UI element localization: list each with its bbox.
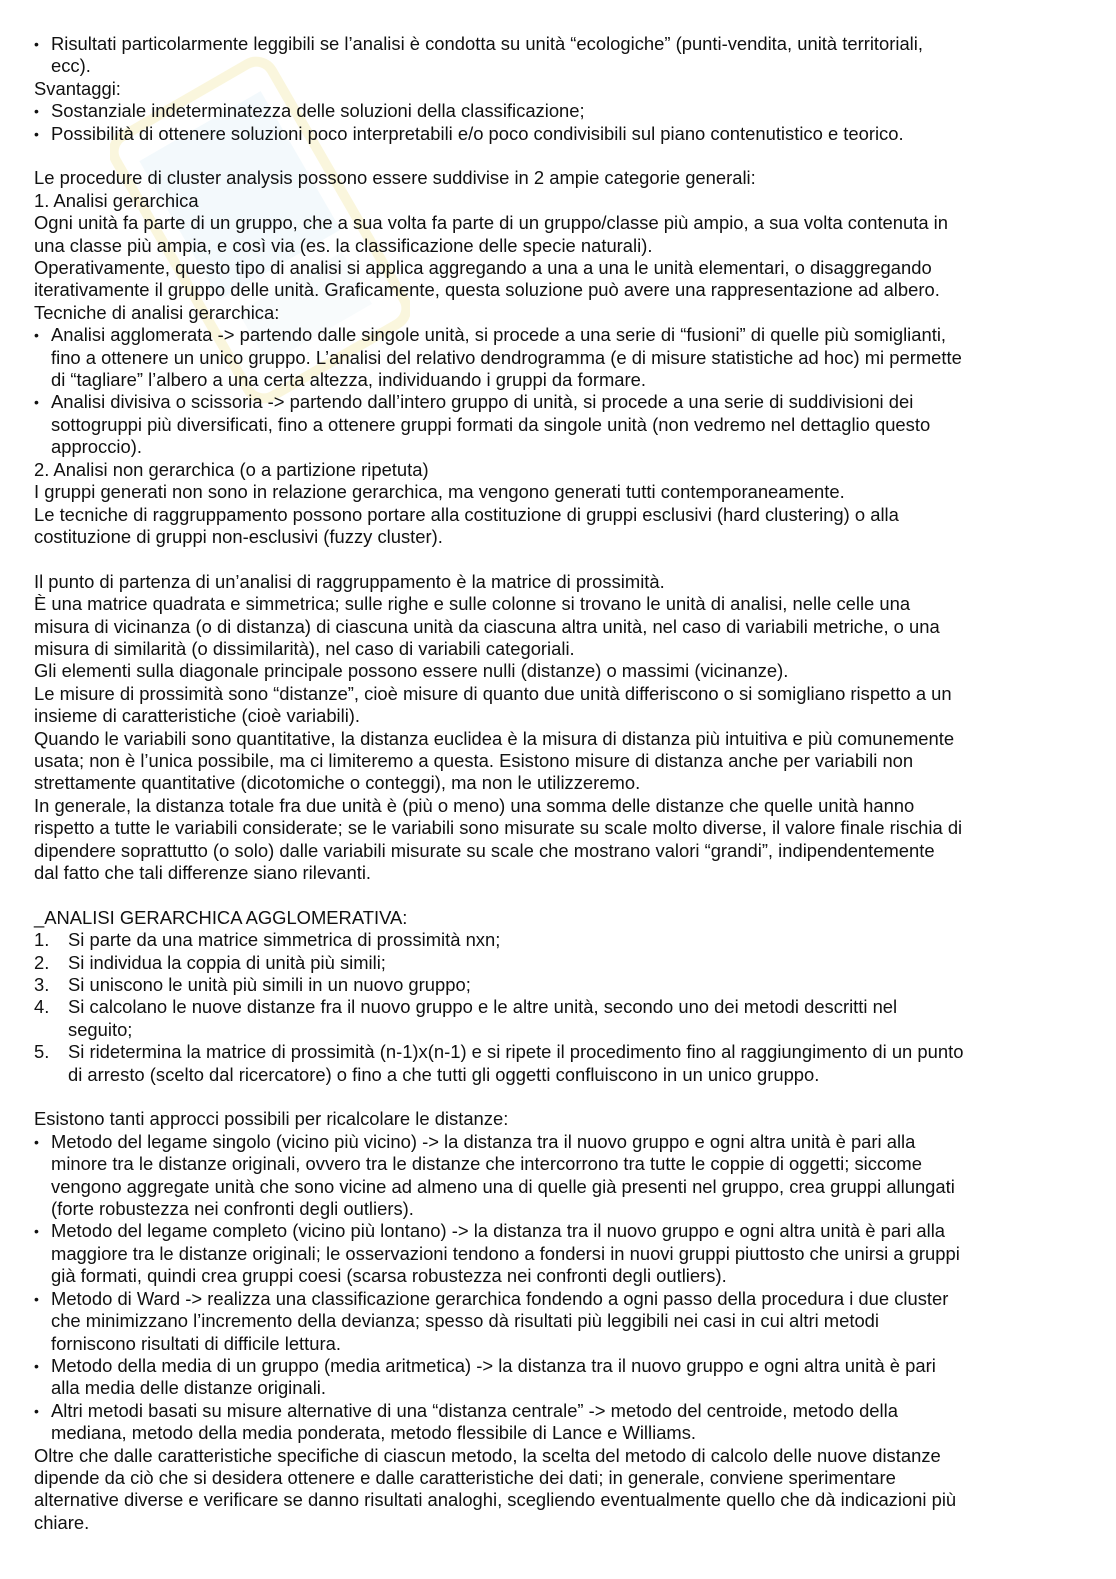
text-line: misura di similarità (o dissimilarità), nel caso di variabili categoriali. [34, 637, 575, 659]
paragraph-line: Le procedure di cluster analysis possono essere suddivise in 2 ampie categorie generali: [34, 167, 756, 189]
text-line: alla media delle distanze originali. [51, 1377, 326, 1399]
text-line: Il punto di partenza di un’analisi di raggruppamento è la matrice di prossimità. [34, 570, 665, 592]
item-number: 2. [34, 951, 50, 973]
text-line: • Risultati particolarmente leggibili se l’analisi è condotta su unità “ecologiche” (punti-vendita, unità territoriali, [51, 33, 923, 54]
list-item [34, 33, 1086, 78]
text-line: Ogni unità fa parte di un gruppo, che a sua volta fa parte di un gruppo/classe più ampio, a sua volta contenuta in [34, 212, 949, 234]
text-line: insieme di caratteristiche (cioè variabili). [34, 705, 361, 727]
paragraph [34, 481, 1086, 548]
paragraph-line: Esistono tanti approcci possibili per ricalcolare le distanze: [34, 1108, 509, 1130]
numbered-item [34, 1041, 1086, 1086]
text-line: strettamente quantitative (dicotomiche o conteggi), ma non le utilizzeremo. [34, 772, 641, 794]
item-number: 3. [34, 974, 50, 996]
paragraph [34, 212, 1086, 324]
section-label: Svantaggi: [34, 77, 121, 99]
text-line: • Metodo di Ward -> realizza una classificazione gerarchica fondendo a ogni passo della procedura i due cluster [51, 1287, 949, 1309]
text-line: Operativamente, questo tipo di analisi si applica aggregando a una a una le unità elementari, o disaggregando [34, 257, 932, 279]
numbered-item [34, 929, 1086, 951]
text-line: di “tagliare” l’albero a una certa altezza, individuando i gruppi da formare. [51, 369, 646, 391]
list-item [34, 1131, 1086, 1221]
list-item [34, 1288, 1086, 1355]
text-line: • Analisi agglomerata -> partendo dalle singole unità, si procede a una serie di “fusioni” di quelle più somiglianti, [51, 324, 947, 346]
list-item [34, 100, 1086, 122]
numbered-item [34, 974, 1086, 996]
text-line: iterativamente il gruppo delle unità. Graficamente, questa soluzione può avere una rappresentazione ad albero. [34, 279, 940, 301]
text-line: misura di vicinanza (o di distanza) di ciascuna unità da ciascuna altra unità, nel caso di variabili metriche, o una [34, 615, 940, 637]
list-item [34, 391, 1086, 458]
text-line: • Metodo del legame completo (vicino più lontano) -> la distanza tra il nuovo gruppo e ogni altra unità è pari alla [51, 1220, 946, 1242]
paragraph-spacer [34, 1086, 1086, 1108]
text-line: sottogruppi più diversificati, fino a ottenere gruppi formati da singole unità (non vedremo nel dettaglio questo [51, 413, 931, 435]
paragraph-spacer [34, 145, 1086, 167]
text-line: approccio). [51, 436, 142, 458]
numbered-item [34, 952, 1086, 974]
text-line: Oltre che dalle caratteristiche specifiche di ciascun metodo, la scelta del metodo di calcolo delle nuove distanze [34, 1444, 941, 1466]
paragraph [34, 571, 1086, 885]
text-line: usata; non è l’unica possibile, ma ci limiteremo a questa. Esistono misure di distanza anche per variabili non [34, 749, 914, 771]
list-item [34, 1355, 1086, 1400]
section-heading: 2. Analisi non gerarchica (o a partizione ripetuta) [34, 458, 429, 480]
text-line: fino a ottenere un unico gruppo. L’analisi del relativo dendrogramma (e di misure statistiche ad hoc) mi permette [51, 346, 962, 368]
text-line: È una matrice quadrata e simmetrica; sulle righe e sulle colonne si trovano le unità di analisi, nelle celle una [34, 593, 911, 615]
text-line: maggiore tra le distanze originali; le osservazioni tendono a fondersi in nuovi gruppi piuttosto che unirsi a gruppi [51, 1242, 960, 1264]
item-number: 5. [34, 1041, 50, 1063]
text-line: ecc). [51, 55, 91, 77]
text-line: costituzione di gruppi non-esclusivi (fuzzy cluster). [34, 525, 443, 547]
text-line: chiare. [34, 1511, 90, 1533]
text-line: alternative diverse e verificare se danno risultati analoghi, scegliendo eventualmente quello che dà indicazioni più [34, 1489, 957, 1511]
text-line: • Metodo della media di un gruppo (media aritmetica) -> la distanza tra il nuovo gruppo e ogni altra unità è pari [51, 1354, 936, 1376]
text-line: dipendere soprattutto (o solo) dalle variabili misurate su scale che mostrano valori “grandi”, indipendentemente [34, 839, 935, 861]
text-line: Si calcolano le nuove distanze fra il nuovo gruppo e le altre unità, secondo uno dei metodi descritti nel [68, 996, 898, 1018]
section-heading: _ANALISI GERARCHICA AGGLOMERATIVA: [34, 906, 408, 928]
text-line: una classe più ampia, e così via (es. la classificazione delle specie naturali). [34, 234, 653, 256]
list-item [34, 1400, 1086, 1445]
list-item [34, 123, 1086, 145]
text-line: (forte robustezza nei confronti degli outliers). [51, 1198, 414, 1220]
text-line: minore tra le distanze originali, ovvero tra le distanze che intercorrono tra tutte le coppie di oggetti; siccome [51, 1153, 922, 1175]
list-item [34, 1220, 1086, 1287]
text-line: dal fatto che tali differenze siano rilevanti. [34, 862, 372, 883]
text-line: In generale, la distanza totale fra due unità è (più o meno) una somma delle distanze che quelle unità hanno [34, 794, 915, 816]
text-line: Si parte da una matrice simmetrica di prossimità nxn; [68, 929, 501, 951]
document-body [34, 33, 1086, 1534]
text-line: Le tecniche di raggruppamento possono portare alla costituzione di gruppi esclusivi (hard clustering) o alla [34, 503, 899, 525]
text-line: seguito; [68, 1018, 133, 1040]
paragraph-spacer [34, 884, 1086, 906]
text-line: che minimizzano l’incremento della devianza; spesso dà risultati più leggibili nei casi in cui altri metodi [51, 1310, 879, 1332]
text-line: Le misure di prossimità sono “distanze”, cioè misure di quanto due unità differiscono o si somigliano rispetto a un [34, 682, 952, 704]
text-line: dipende da ciò che si desidera ottenere e dalle caratteristiche dei dati; in generale, conviene sperimentare [34, 1466, 896, 1488]
text-line: • Sostanziale indeterminatezza delle soluzioni della classificazione; [51, 100, 585, 122]
text-line: Si ridetermina la matrice di prossimità (n-1)x(n-1) e si ripete il procedimento fino al raggiungimento di un punto [68, 1041, 964, 1063]
text-line: • Altri metodi basati su misure alternative di una “distanza centrale” -> metodo del centroide, metodo della [51, 1399, 898, 1421]
text-line: I gruppi generati non sono in relazione gerarchica, ma vengono generati tutti contemporaneamente. [34, 481, 845, 503]
text-line: vengono aggregate unità che sono vicine ad almeno una di quelle già presenti nel gruppo, crea gruppi allungati [51, 1175, 955, 1197]
text-line: Si individua la coppia di unità più simili; [68, 951, 386, 973]
text-line: di arresto (scelto dal ricercatore) o fino a che tutti gli oggetti confluiscono in un unico gruppo. [68, 1063, 820, 1085]
text-line: Tecniche di analisi gerarchica: [34, 301, 280, 323]
text-line: Si uniscono le unità più simili in un nuovo gruppo; [68, 974, 471, 996]
text-line: rispetto a tutte le variabili considerate; se le variabili sono misurate su scale molto diverse, il valore finale rischia di [34, 817, 963, 839]
section-heading: 1. Analisi gerarchica [34, 189, 199, 211]
text-line: Gli elementi sulla diagonale principale possono essere nulli (distanze) o massimi (vicinanze). [34, 660, 789, 682]
text-line: forniscono risultati di difficile lettura. [51, 1332, 341, 1354]
list-item [34, 324, 1086, 391]
text-line: mediana, metodo della media ponderata, metodo flessibile di Lance e Williams. [51, 1422, 697, 1444]
numbered-item [34, 996, 1086, 1041]
item-number: 4. [34, 996, 50, 1018]
paragraph [34, 1445, 1086, 1535]
text-line: • Possibilità di ottenere soluzioni poco interpretabili e/o poco condivisibili sul piano contenutistico e teorico. [51, 122, 904, 144]
item-number: 1. [34, 929, 50, 951]
paragraph-spacer [34, 548, 1086, 570]
text-line: • Analisi divisiva o scissoria -> partendo dall’intero gruppo di unità, si procede a una serie di suddivisioni dei [51, 391, 914, 413]
text-line: già formati, quindi crea gruppi coesi (scarsa robustezza nei confronti degli outliers). [51, 1265, 727, 1287]
text-line: • Metodo del legame singolo (vicino più vicino) -> la distanza tra il nuovo gruppo e ogni altra unità è pari alla [51, 1130, 916, 1152]
text-line: Quando le variabili sono quantitative, la distanza euclidea è la misura di distanza più intuitiva e più comunemente [34, 727, 955, 749]
